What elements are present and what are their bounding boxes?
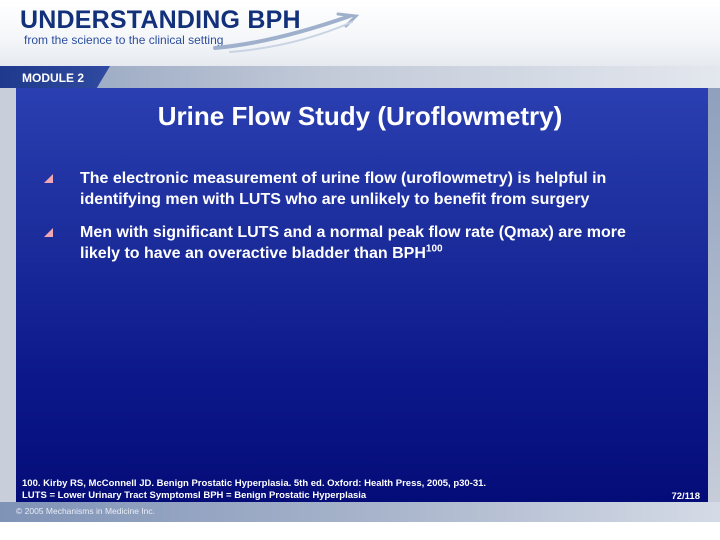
slide-title: Urine Flow Study (Uroflowmetry): [157, 101, 563, 131]
swoosh-icon: [210, 10, 360, 54]
page-number: 72/118: [671, 491, 700, 502]
logo-title: UNDERSTANDING BPH: [20, 6, 301, 34]
citation-superscript: 100: [425, 243, 443, 255]
copyright: © 2005 Mechanisms in Medicine Inc.: [16, 506, 156, 516]
logo-subtitle: from the science to the clinical setting: [24, 33, 224, 47]
header: [0, 0, 720, 66]
left-edge: [0, 88, 16, 502]
triangle-bullet-icon: [44, 174, 53, 183]
abbreviations-footnote: LUTS = Lower Urinary Tract SymptomsI BPH = Benign Prostatic Hyperplasia: [22, 490, 367, 501]
module-label: MODULE 2: [22, 71, 85, 85]
reference-footnote: 100. Kirby RS, McConnell JD. Benign Prostatic Hyperplasia. 5th ed. Oxford: Health Press, 2005, p30-31.: [22, 478, 487, 489]
slide-panel: [16, 88, 708, 502]
bullet-text: The electronic measurement of urine flow (uroflowmetry) is helpful in identifying men with LUTS who are unlikely to benefit from surgery: [80, 170, 607, 208]
right-edge: [708, 88, 720, 502]
triangle-bullet-icon: [44, 228, 53, 237]
bottom-margin: [0, 522, 720, 540]
bullet-text: Men with significant LUTS and a normal peak flow rate (Qmax) are more likely to have an overactive bladder than BPH$^{100}$: [80, 224, 626, 262]
